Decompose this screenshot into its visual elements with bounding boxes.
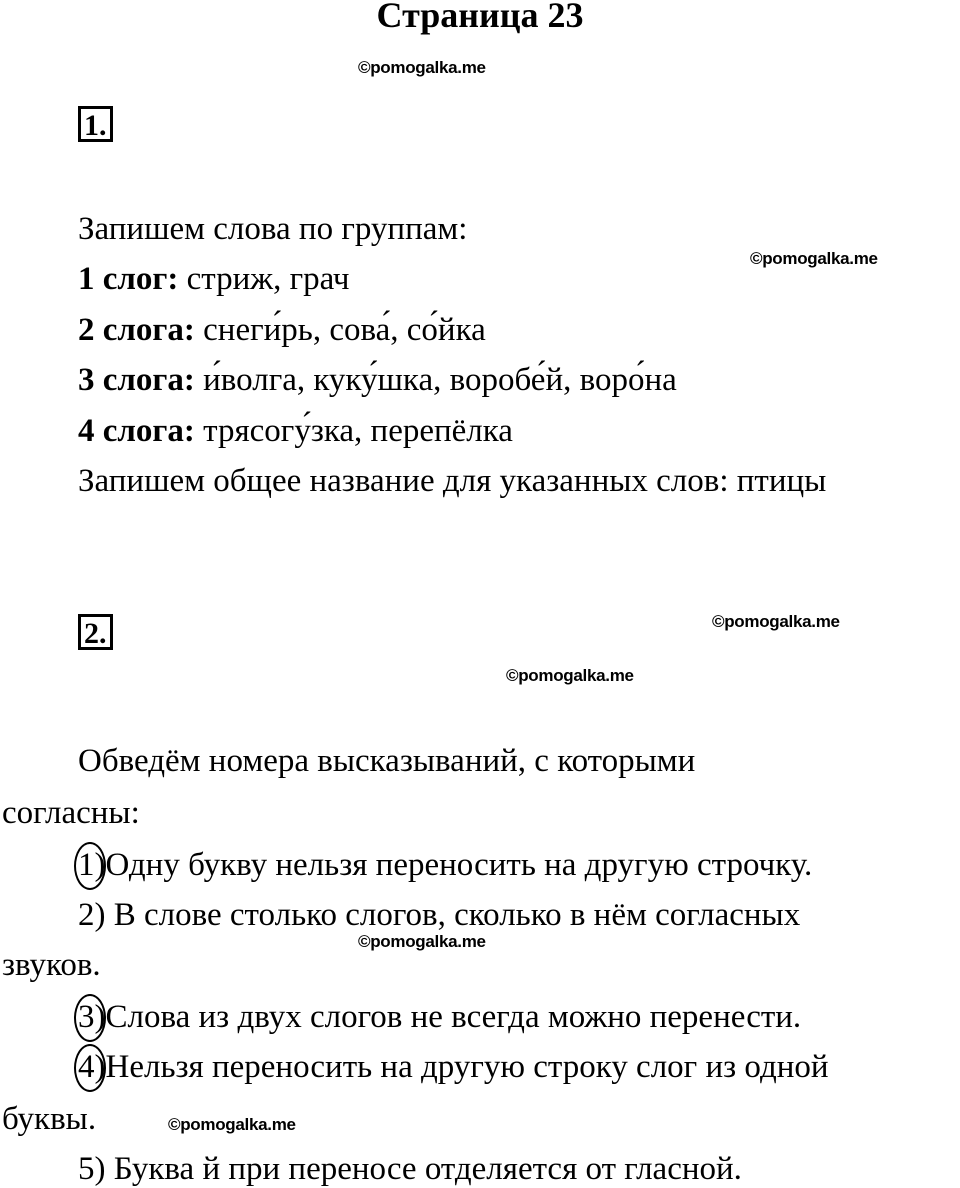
task-2-number: 2. [78,614,113,650]
watermark: ©pomogalka.me [712,612,840,631]
statement-number: 5) [78,1151,106,1187]
statement-2-cont: звуков. [2,947,101,983]
watermark: ©pomogalka.me [358,58,486,77]
statement-1 [78,846,812,884]
group-words: и́волга, куку́шка, воробе́й, воро́на [194,362,677,398]
group-label: 1 слог: [78,261,179,297]
circled-number: 1) [78,847,106,883]
statement-text: Слова из двух слогов не всегда можно перенести. [105,999,802,1035]
statement-text: В слове столько слогов, сколько в нём согласных [105,897,801,933]
statement-text: Буква й при переносе отделяется от гласной. [105,1151,742,1187]
group-words: трясогу́зка, перепёлка [194,413,513,449]
task-1-number: 1. [78,106,113,142]
syllable-group-3 [78,361,677,399]
statement-text: Одну букву нельзя переносить на другую строчку. [105,847,813,883]
statement-5 [78,1150,742,1188]
task-2-intro-cont: согласны: [2,795,140,831]
task-1-conclusion: Запишем общее название для указанных слов: птицы [78,463,827,499]
watermark: ©pomogalka.me [168,1115,296,1134]
statement-4-cont: буквы. [2,1101,97,1137]
group-words: стриж, грач [178,261,350,297]
syllable-group-1 [78,260,350,298]
task-2-intro: Обведём номера высказываний, с которыми [78,743,696,779]
watermark: ©pomogalka.me [506,666,634,685]
statement-4 [78,1048,829,1086]
statement-2 [78,896,800,934]
group-label: 3 слога: [78,362,195,398]
group-label: 4 слога: [78,413,195,449]
circled-number: 3) [78,999,106,1035]
page-title: Страница 23 [376,0,584,35]
statement-3 [78,998,801,1036]
group-words: снеги́рь, сова́, со́йка [194,312,486,348]
task-1-intro: Запишем слова по группам: [78,211,468,247]
statement-number: 2) [78,897,106,933]
statement-text: Нельзя переносить на другую строку слог из одной [105,1049,829,1085]
syllable-group-2 [78,311,486,349]
group-label: 2 слога: [78,312,195,348]
watermark: ©pomogalka.me [750,249,878,268]
watermark: ©pomogalka.me [358,932,486,951]
circled-number: 4) [78,1049,106,1085]
syllable-group-4 [78,412,513,450]
